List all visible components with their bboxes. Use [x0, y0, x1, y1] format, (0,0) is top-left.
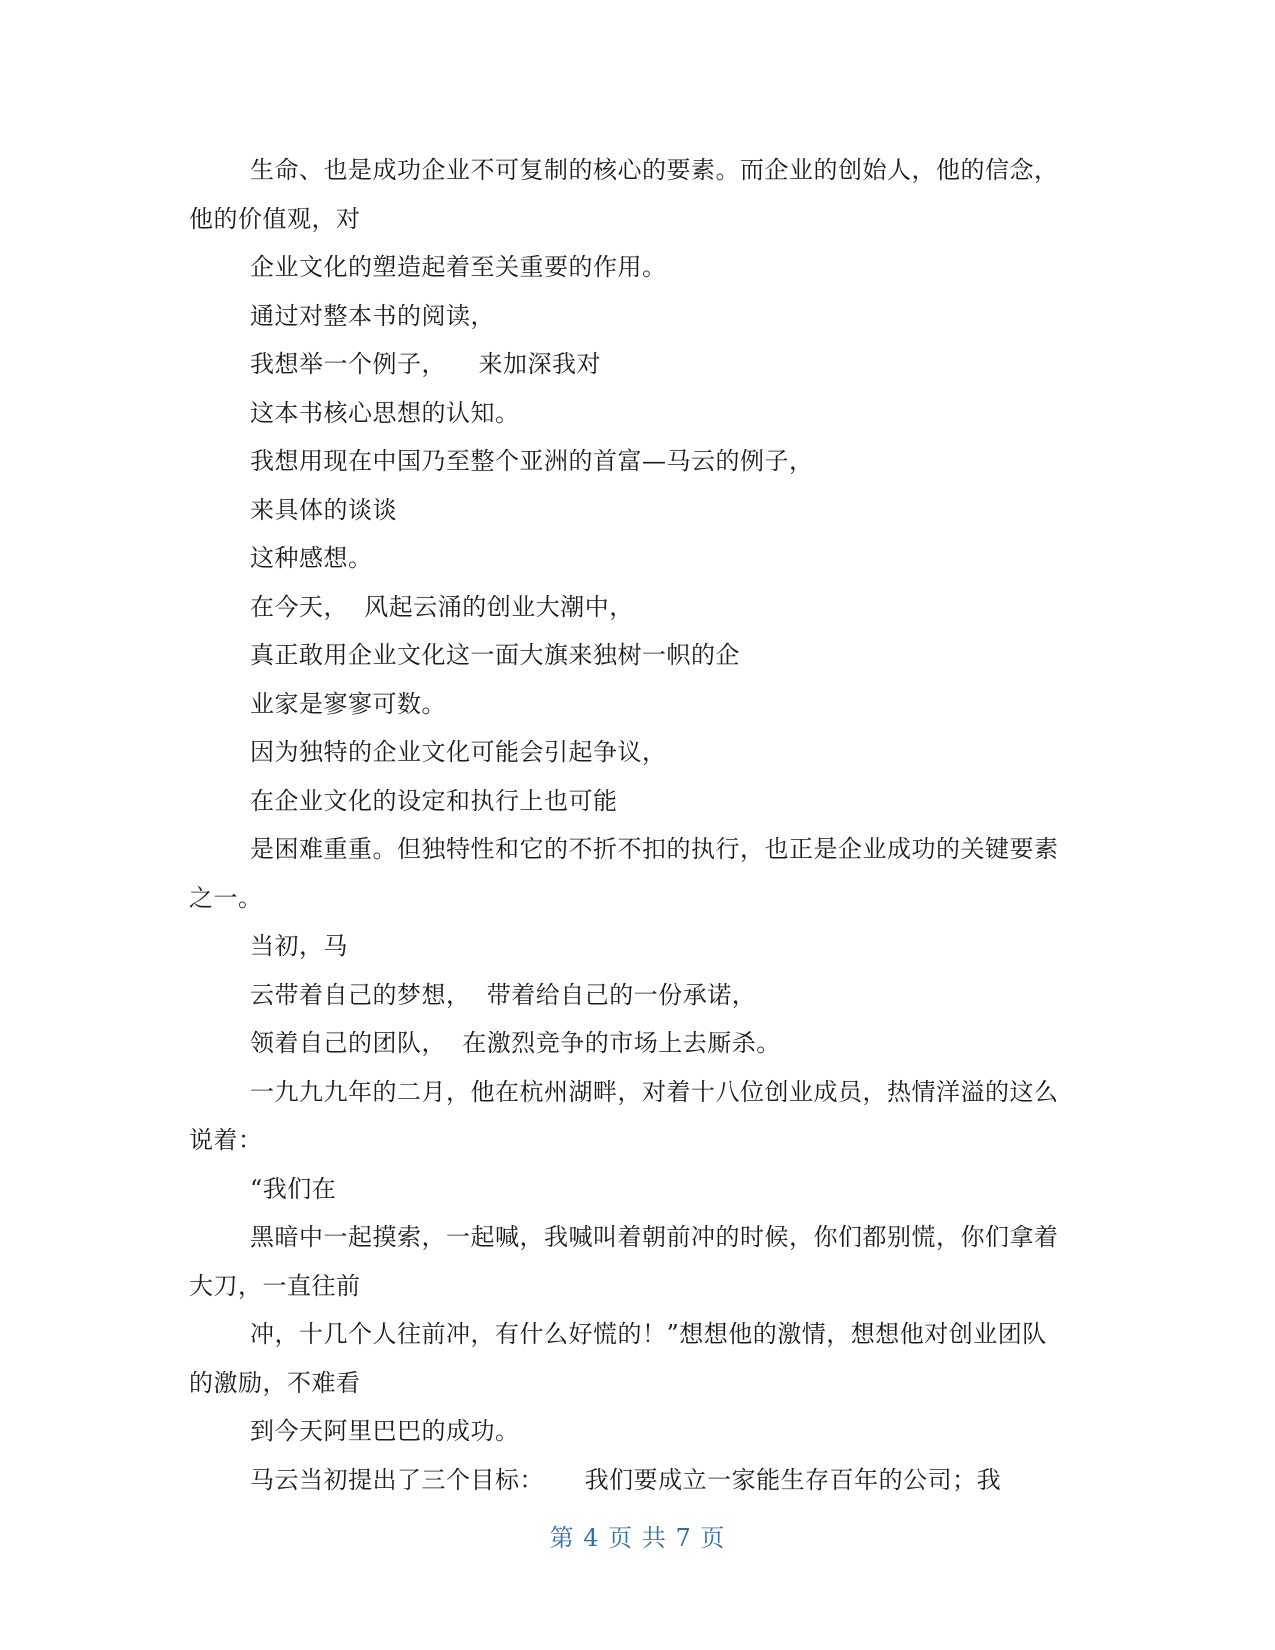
- paragraph: 生命、也是成功企业不可复制的核心的要素。而企业的创始人，他的信念，他的价值观，对: [189, 156, 1059, 233]
- paragraph: 当初，马: [250, 932, 348, 960]
- paragraph: 领着自己的团队， 在激烈竞争的市场上去厮杀。: [250, 1029, 781, 1057]
- paragraph: 是困难重重。但独特性和它的不折不扣的执行，也正是企业成功的关键要素之一。: [189, 835, 1059, 912]
- paragraph: 企业文化的塑造起着至关重要的作用。: [250, 253, 667, 281]
- paragraph: 真正敢用企业文化这一面大旗来独树一帜的企: [250, 641, 740, 669]
- body-text: [189, 146, 1069, 1504]
- paragraph: 马云当初提出了三个目标： 我们要成立一家能生存百年的公司；我: [250, 1465, 1002, 1494]
- paragraph: 通过对整本书的阅读，: [250, 301, 495, 330]
- paragraph: 这本书核心思想的认知。: [250, 398, 520, 427]
- paragraph: 这种感想。: [250, 544, 373, 572]
- paragraph: 黑暗中一起摸索，一起喊，我喊叫着朝前冲的时候，你们都别慌，你们拿着大刀，一直往前: [189, 1223, 1059, 1300]
- paragraph: 来具体的谈谈: [250, 495, 397, 524]
- paragraph: 一九九九年的二月，他在杭州湖畔，对着十八位创业成员，热情洋溢的这么说着：: [189, 1077, 1059, 1154]
- paragraph: 冲，十几个人往前冲，有什么好慌的！”想想他的激情，想想他对创业团队的激励，不难看: [189, 1320, 1047, 1397]
- paragraph: 因为独特的企业文化可能会引起争议，: [250, 738, 667, 766]
- paragraph: 业家是寥寥可数。: [250, 689, 446, 718]
- paragraph: “我们在: [250, 1174, 337, 1203]
- paragraph: 在企业文化的设定和执行上也可能: [250, 786, 618, 815]
- paragraph: 在今天， 风起云涌的创业大潮中，: [250, 592, 634, 621]
- paragraph: 我想举一个例子， 来加深我对: [250, 350, 602, 378]
- paragraph: 云带着自己的梦想， 带着给自己的一份承诺，: [250, 980, 757, 1009]
- paragraph: 我想用现在中国乃至整个亚洲的首富—马云的例子，: [250, 447, 814, 475]
- page-footer: [0, 1518, 1275, 1553]
- page-number-text: 第 4 页 共 7 页: [549, 1524, 726, 1552]
- paragraph: 到今天阿里巴巴的成功。: [250, 1417, 520, 1445]
